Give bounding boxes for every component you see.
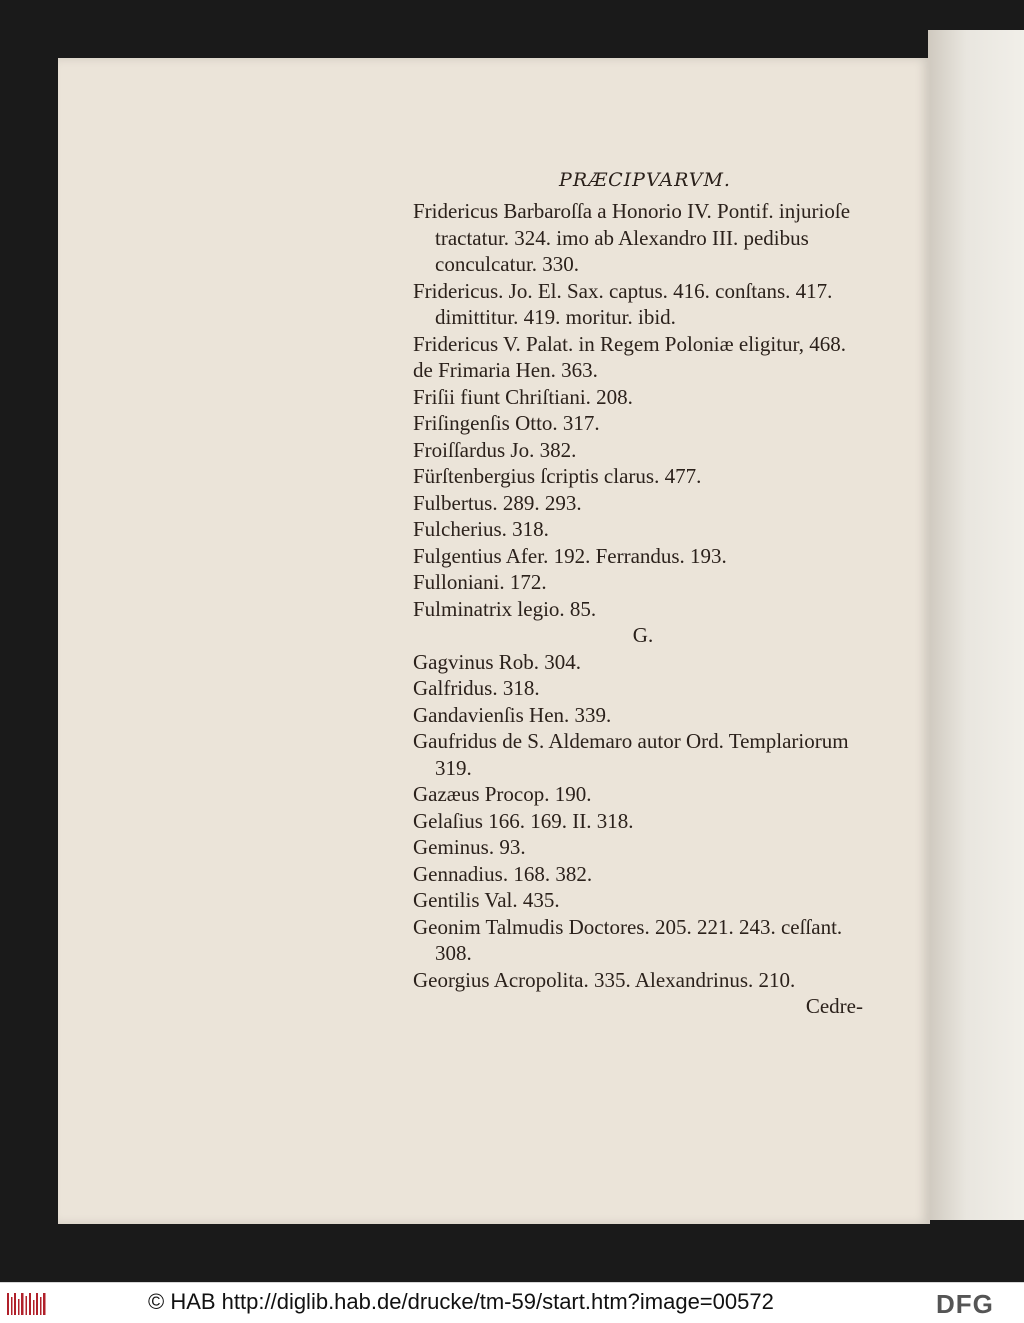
index-entry: Fulbertus. 289. 293. <box>413 490 582 515</box>
facing-page-edge <box>928 30 1024 1220</box>
footer-bar <box>0 1282 1024 1323</box>
index-entry: Gazæus Procop. 190. <box>413 782 592 806</box>
index-entry: Geminus. 93. <box>413 835 526 859</box>
index-entry: Friſingenſis Otto. 317. <box>413 411 600 435</box>
index-entry: Fridericus V. Palat. in Regem Poloniæ eligitur, 468. <box>413 331 846 356</box>
index-entry: Fridericus Barbaroſſa a Honorio IV. Pontif. injurioſe tractatur. 324. imo ab Alexandro III. pedibus conculcatur. 330. <box>413 199 851 276</box>
hab-barcode-logo-icon <box>6 1291 48 1317</box>
index-entry: Fürſtenbergius ſcriptis clarus. 477. <box>413 464 702 488</box>
dfg-logo: DFG <box>936 1289 994 1319</box>
index-entry: Gaufridus de S. Aldemaro autor Ord. Templariorum 319. <box>413 729 849 780</box>
page-content <box>413 166 863 1020</box>
entry-list-g <box>413 649 863 994</box>
index-entry: Fulcherius. 318. <box>413 517 549 541</box>
index-entry: Froiſſardus Jo. 382. <box>413 437 577 462</box>
index-entry: Geonim Talmudis Doctores. 205. 221. 243. ceſſant. 308. <box>413 914 843 965</box>
book-page <box>58 58 930 1224</box>
index-entry: Gelaſius 166. 169. II. 318. <box>413 808 634 833</box>
index-entry: Gandavienſis Hen. 339. <box>413 702 612 727</box>
index-entry: Friſii fiunt Chriſtiani. 208. <box>413 384 633 409</box>
index-entry: Fulminatrix legio. 85. <box>413 596 597 621</box>
index-entry: Gennadius. 168. 382. <box>413 861 593 886</box>
index-entry: Fulgentius Afer. 192. Ferrandus. 193. <box>413 543 727 568</box>
index-entry: Fridericus. Jo. El. Sax. captus. 416. conſtans. 417. dimittitur. 419. moritur. ibid. <box>413 278 833 329</box>
letter-heading: G. <box>632 623 654 647</box>
running-head: PRÆCIPVARVM. <box>559 169 731 191</box>
citation-link[interactable]: © HAB http://diglib.hab.de/drucke/tm-59/start.htm?image=00572 <box>148 1289 774 1314</box>
catchword: Cedre- <box>805 994 863 1018</box>
entry-list-f <box>413 198 863 622</box>
index-entry: Fulloniani. 172. <box>413 570 547 594</box>
index-entry: Georgius Acropolita. 335. Alexandrinus. 210. <box>413 967 796 992</box>
index-entry: de Frimaria Hen. 363. <box>413 358 598 382</box>
index-entry: Gentilis Val. 435. <box>413 888 560 912</box>
index-entry: Galfridus. 318. <box>413 676 540 700</box>
index-entry: Gagvinus Rob. 304. <box>413 649 581 674</box>
